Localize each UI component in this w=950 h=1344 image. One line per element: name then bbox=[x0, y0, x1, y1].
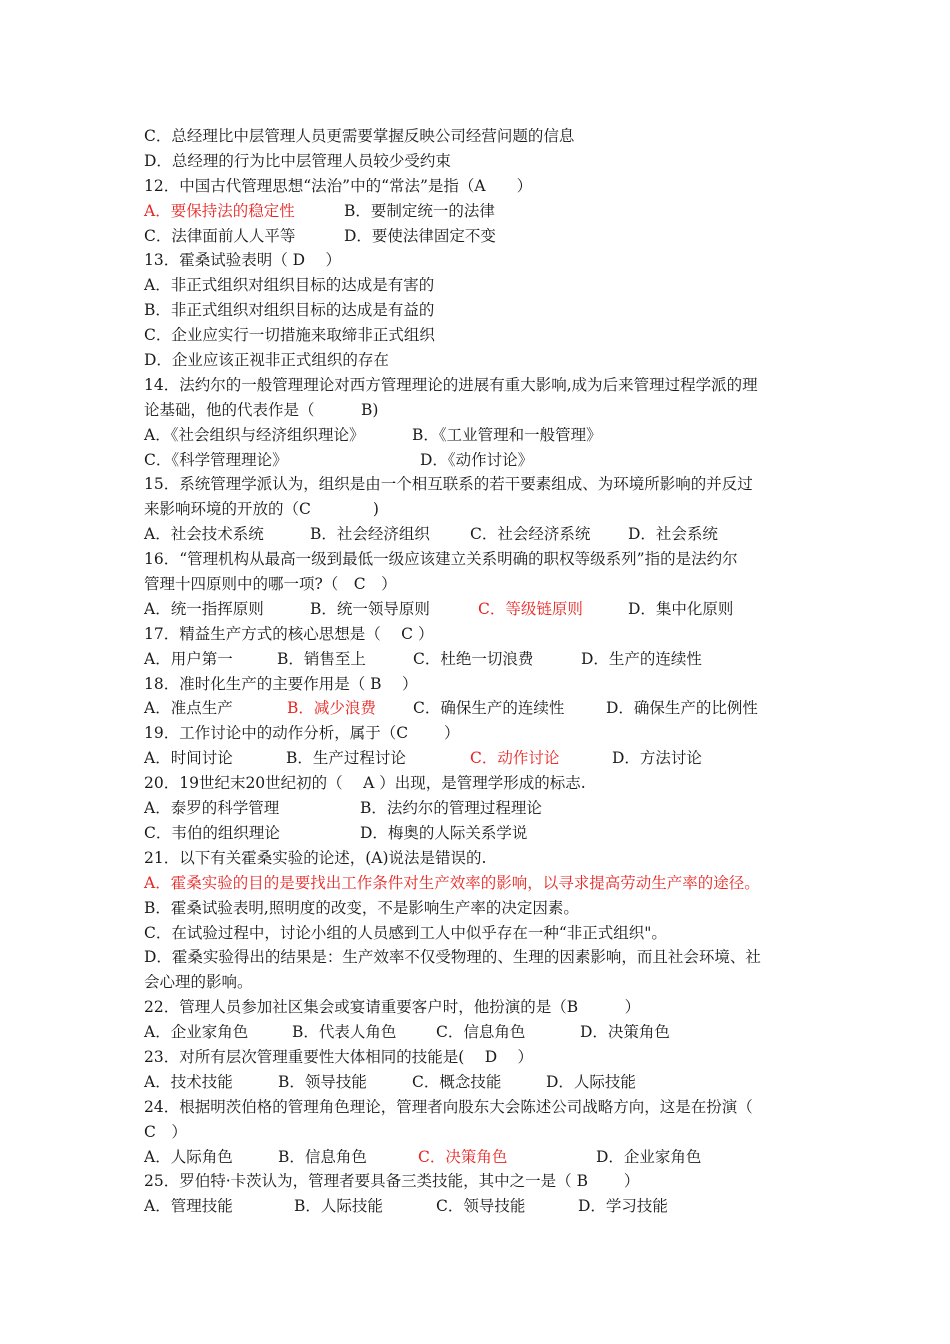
option-line bbox=[144, 1020, 812, 1045]
text-segment: D．《动作讨论》 bbox=[420, 450, 534, 469]
question-text-line bbox=[144, 672, 812, 697]
option-line bbox=[144, 199, 812, 224]
question-text-line bbox=[144, 174, 812, 199]
text-segment: A．《社会组织与经济组织理论》 bbox=[144, 425, 365, 444]
option-line bbox=[144, 323, 812, 348]
text-segment: C．韦伯的组织理论 bbox=[144, 823, 280, 842]
answer-highlight: A．要保持法的稳定性 bbox=[144, 201, 295, 220]
text-segment: 15．系统管理学派认为，组织是由一个相互联系的若干要素组成、为环境所影响的并反过 bbox=[144, 475, 753, 494]
text-segment: C．杜绝一切浪费 bbox=[413, 649, 534, 668]
option-line bbox=[144, 945, 812, 970]
question-text-line bbox=[144, 846, 812, 871]
text-segment: B．霍桑试验表明,照明度的改变，不是影响生产率的决定因素。 bbox=[144, 898, 579, 917]
text-segment: 25．罗伯特·卡茨认为，管理者要具备三类技能，其中之一是（ B ） bbox=[144, 1172, 640, 1191]
option-line bbox=[144, 871, 812, 896]
text-segment: A．企业家角色 bbox=[144, 1023, 249, 1042]
option-line bbox=[144, 298, 812, 323]
option-line bbox=[144, 273, 812, 298]
text-segment: C ） bbox=[144, 1122, 187, 1141]
question-text-line bbox=[144, 572, 812, 597]
option-line bbox=[144, 696, 812, 721]
option-line bbox=[144, 124, 812, 149]
option-line bbox=[144, 821, 812, 846]
text-segment: A．社会技术系统 bbox=[144, 525, 264, 544]
text-segment: D．霍桑实验得出的结果是：生产效率不仅受物理的、生理的因素影响，而且社会环境、社 bbox=[144, 948, 761, 967]
text-segment: B．人际技能 bbox=[294, 1197, 383, 1216]
text-segment: D．企业家角色 bbox=[596, 1147, 702, 1166]
text-segment: 20．19世纪末20世纪初的（ A ）出现，是管理学形成的标志. bbox=[144, 774, 586, 793]
question-text-line bbox=[144, 622, 812, 647]
answer-highlight: B．减少浪费 bbox=[287, 699, 376, 718]
text-segment: B．代表人角色 bbox=[292, 1023, 397, 1042]
text-segment: B．《工业管理和一般管理》 bbox=[412, 425, 602, 444]
text-segment: D．方法讨论 bbox=[612, 749, 702, 768]
option-line bbox=[144, 896, 812, 921]
text-segment: D．学习技能 bbox=[578, 1197, 668, 1216]
question-text-line bbox=[144, 721, 812, 746]
text-segment: D．企业应该正视非正式组织的存在 bbox=[144, 351, 389, 370]
text-segment: A．准点生产 bbox=[144, 699, 233, 718]
text-segment: C．在试验过程中，讨论小组的人员感到工人中似乎存在一种“非正式组织"。 bbox=[144, 923, 667, 942]
text-segment: A．用户第一 bbox=[144, 649, 233, 668]
text-segment: D．人际技能 bbox=[546, 1072, 636, 1091]
text-segment: 14．法约尔的一般管理理论对西方管理理论的进展有重大影响,成为后来管理过程学派的理 bbox=[144, 375, 758, 394]
text-segment: 18．准时化生产的主要作用是（ B ） bbox=[144, 674, 418, 693]
option-line bbox=[144, 224, 812, 249]
text-segment: 会心理的影响。 bbox=[144, 973, 253, 992]
text-segment: 17．精益生产方式的核心思想是（ C ） bbox=[144, 624, 434, 643]
question-text-line bbox=[144, 1120, 812, 1145]
question-text-line bbox=[144, 248, 812, 273]
text-segment: 24．根据明茨伯格的管理角色理论，管理者向股东大会陈述公司战略方向，这是在扮演（ bbox=[144, 1097, 753, 1116]
question-text-line bbox=[144, 995, 812, 1020]
option-line bbox=[144, 348, 812, 373]
text-segment: B．信息角色 bbox=[278, 1147, 367, 1166]
text-segment: 19．工作讨论中的动作分析，属于（C ） bbox=[144, 724, 460, 743]
option-line bbox=[144, 647, 812, 672]
question-text-line bbox=[144, 373, 812, 398]
question-text-line bbox=[144, 771, 812, 796]
text-segment: C．《科学管理理论》 bbox=[144, 450, 288, 469]
text-segment: A．人际角色 bbox=[144, 1147, 233, 1166]
text-segment: C．总经理比中层管理人员更需要掌握反映公司经营问题的信息 bbox=[144, 127, 575, 145]
text-segment: A．统一指挥原则 bbox=[144, 599, 264, 618]
text-segment: 23．对所有层次管理重要性大体相同的技能是( D ） bbox=[144, 1047, 534, 1066]
question-list bbox=[144, 124, 812, 1219]
text-segment: B．生产过程讨论 bbox=[286, 749, 406, 768]
answer-highlight: A．霍桑实验的目的是要找出工作条件对生产效率的影响，以寻求提高劳动生产率的途径。 bbox=[144, 873, 760, 892]
text-segment: 来影响环境的开放的（C ) bbox=[144, 500, 379, 519]
question-text-line bbox=[144, 547, 812, 572]
question-text-line bbox=[144, 398, 812, 423]
text-segment: A．技术技能 bbox=[144, 1072, 233, 1091]
question-text-line bbox=[144, 1169, 812, 1194]
option-line bbox=[144, 597, 812, 622]
option-line bbox=[144, 921, 812, 946]
text-segment: C．社会经济系统 bbox=[470, 525, 591, 544]
text-segment: B．法约尔的管理过程理论 bbox=[360, 799, 542, 818]
text-segment: C．信息角色 bbox=[436, 1023, 526, 1042]
text-segment: D．社会系统 bbox=[628, 525, 718, 544]
answer-highlight: C．等级链原则 bbox=[478, 599, 583, 618]
text-segment: C．法律面前人人平等 bbox=[144, 226, 296, 245]
text-segment: B．要制定统一的法律 bbox=[344, 201, 495, 220]
text-segment: 管理十四原则中的哪一项?（ C ） bbox=[144, 575, 397, 594]
text-segment: B．非正式组织对组织目标的达成是有益的 bbox=[144, 301, 435, 320]
text-segment: 21．以下有关霍桑实验的论述，(A)说法是错误的. bbox=[144, 848, 487, 867]
question-text-line bbox=[144, 1045, 812, 1070]
option-line bbox=[144, 1070, 812, 1095]
text-segment: 13．霍桑试验表明（ D ） bbox=[144, 251, 342, 270]
question-text-line bbox=[144, 472, 812, 497]
text-segment: B．统一领导原则 bbox=[310, 599, 430, 618]
text-segment: A．管理技能 bbox=[144, 1197, 233, 1216]
text-segment: D．生产的连续性 bbox=[581, 649, 702, 668]
text-segment: 22．管理人员参加社区集会或宴请重要客户时，他扮演的是（B ） bbox=[144, 998, 641, 1017]
option-line bbox=[144, 522, 812, 547]
text-segment: D．决策角色 bbox=[580, 1023, 670, 1042]
text-segment: C．领导技能 bbox=[436, 1197, 526, 1216]
text-segment: 论基础，他的代表作是（ B) bbox=[144, 400, 379, 419]
text-segment: C．确保生产的连续性 bbox=[413, 699, 565, 718]
question-text-line bbox=[144, 1095, 812, 1120]
text-segment: C．企业应实行一切措施来取缔非正式组织 bbox=[144, 326, 435, 345]
option-line bbox=[144, 1194, 812, 1219]
option-line bbox=[144, 746, 812, 771]
text-segment: A．时间讨论 bbox=[144, 749, 233, 768]
question-text-line bbox=[144, 497, 812, 522]
answer-highlight: C．动作讨论 bbox=[470, 749, 560, 768]
option-line bbox=[144, 448, 812, 473]
text-segment: D．梅奥的人际关系学说 bbox=[360, 823, 528, 842]
option-line bbox=[144, 970, 812, 995]
text-segment: B．销售至上 bbox=[277, 649, 366, 668]
option-line bbox=[144, 423, 812, 448]
text-segment: 12．中国古代管理思想“法治”中的“常法”是指（A ） bbox=[144, 176, 533, 195]
text-segment: D．集中化原则 bbox=[628, 599, 734, 618]
text-segment: D．要使法律固定不变 bbox=[344, 226, 496, 245]
option-line bbox=[144, 1145, 812, 1170]
text-segment: D．总经理的行为比中层管理人员较少受约束 bbox=[144, 151, 451, 170]
option-line bbox=[144, 149, 812, 174]
text-segment: 16．“管理机构从最高一级到最低一级应该建立关系明确的职权等级系列”指的是法约尔 bbox=[144, 550, 738, 569]
text-segment: B．领导技能 bbox=[278, 1072, 367, 1091]
text-segment: A．泰罗的科学管理 bbox=[144, 799, 280, 818]
text-segment: B．社会经济组织 bbox=[310, 525, 430, 544]
text-segment: A．非正式组织对组织目标的达成是有害的 bbox=[144, 276, 435, 295]
option-line bbox=[144, 796, 812, 821]
answer-highlight: C．决策角色 bbox=[418, 1147, 508, 1166]
text-segment: C．概念技能 bbox=[412, 1072, 502, 1091]
text-segment: D．确保生产的比例性 bbox=[606, 699, 758, 718]
